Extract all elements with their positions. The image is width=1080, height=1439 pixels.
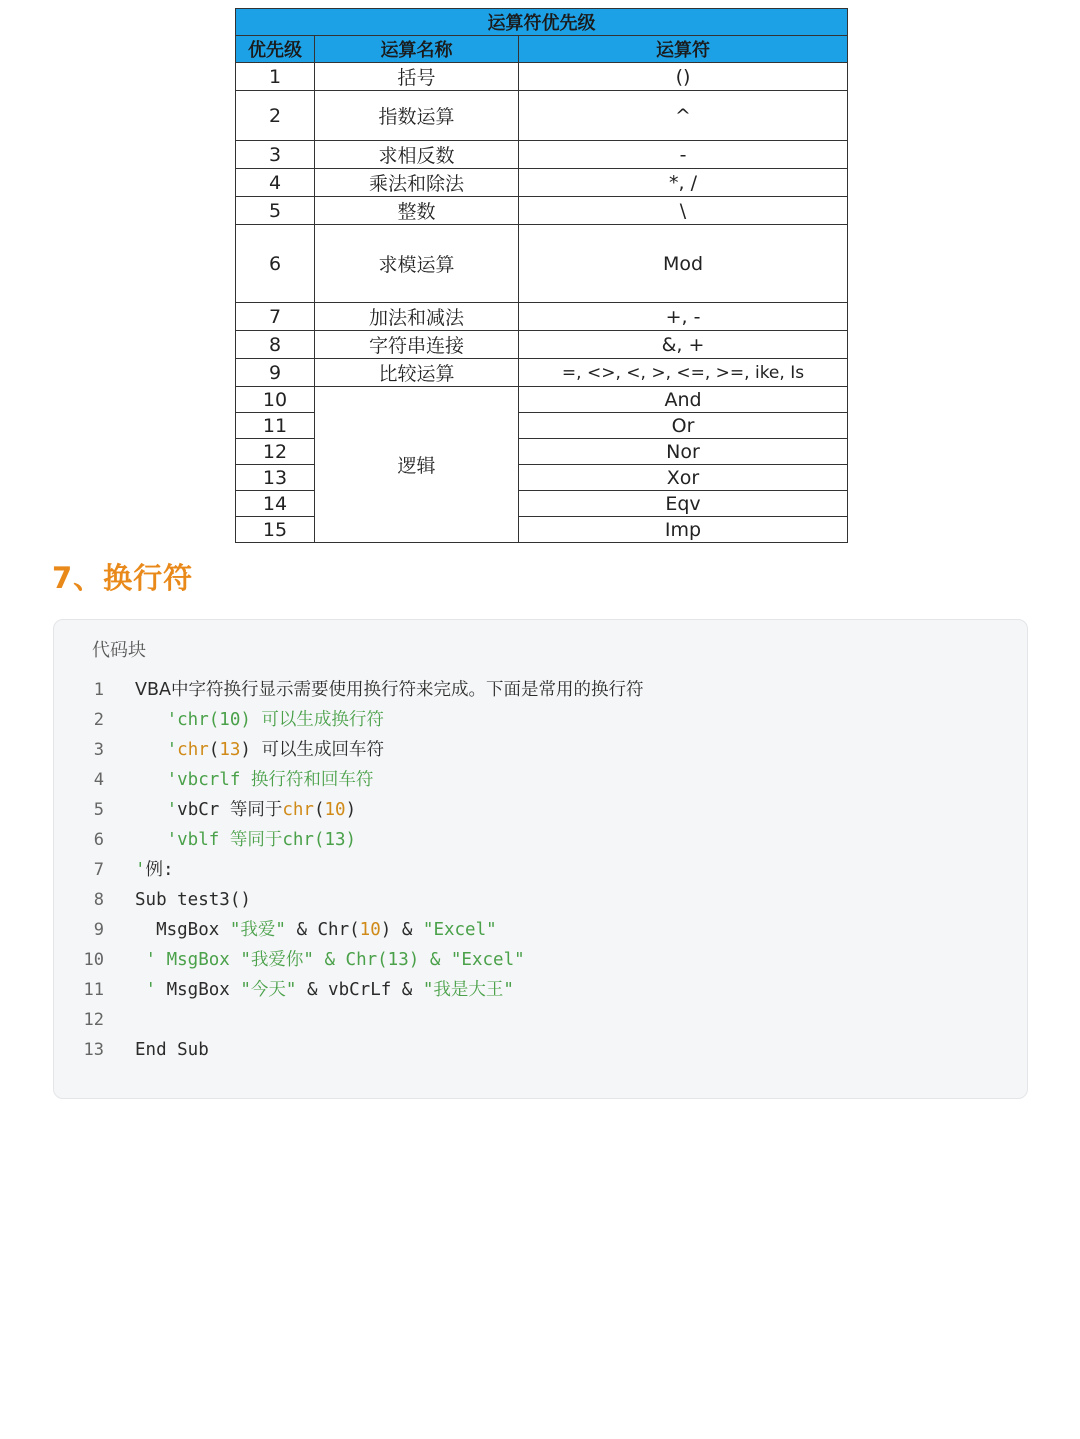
line-code [135,795,356,825]
table-row [236,141,848,169]
table-row [236,169,848,197]
code-line [54,975,1027,1005]
table-row [236,359,848,387]
cell-operator: - [519,141,848,169]
code-token: ' [135,800,178,820]
code-token: 13 [219,740,241,760]
code-token: "我是大王" [422,980,514,1000]
cell-level: 15 [236,517,315,543]
cell-operator: Eqv [519,491,848,517]
line-code [135,915,497,945]
code-token: Sub test3() [135,890,251,910]
cell-operator: \ [519,197,848,225]
table-row [236,303,848,331]
cell-level: 14 [236,491,315,517]
code-token: chr [177,740,209,760]
cell-level: 7 [236,303,315,331]
line-number: 3 [93,740,104,760]
line-code [135,975,514,1005]
cell-operator: Xor [519,465,848,491]
code-token: ) 可以生成回车符 [240,740,384,760]
code-block [53,619,1028,1099]
line-number: 11 [83,980,104,1000]
line-code [135,675,643,705]
cell-operator: +, - [519,303,848,331]
code-line [54,735,1027,765]
table-row [236,225,848,303]
table-row [236,91,848,141]
code-token: ' [135,740,178,760]
cell-level: 9 [236,359,315,387]
section-title: 7、换行符 [52,561,194,595]
line-number: 13 [83,1040,104,1060]
cell-level: 5 [236,197,315,225]
line-code [135,765,373,795]
cell-operator: *, / [519,169,848,197]
code-token: MsgBox [166,980,241,1000]
code-token: ' [135,980,167,1000]
table-row [236,387,848,413]
code-token: "Excel" [422,920,497,940]
line-code [135,1035,209,1065]
code-line [54,675,1027,705]
cell-name: 字符串连接 [315,331,519,359]
line-number: 10 [83,950,104,970]
cell-level: 10 [236,387,315,413]
cell-name: 整数 [315,197,519,225]
cell-level: 4 [236,169,315,197]
cell-operator: Imp [519,517,848,543]
cell-name: 求模运算 [315,225,519,303]
cell-name: 乘法和除法 [315,169,519,197]
code-token: & vbCrLf & [296,980,423,1000]
cell-level: 1 [236,63,315,91]
cell-level: 12 [236,439,315,465]
code-token: ( [313,800,325,820]
line-number: 4 [93,770,104,790]
table-row [236,331,848,359]
cell-operator: () [519,63,848,91]
table-caption: 运算符优先级 [236,9,848,36]
cell-level: 6 [236,225,315,303]
cell-level: 2 [236,91,315,141]
table-row [236,63,848,91]
line-number: 2 [93,710,104,730]
code-line [54,765,1027,795]
code-line [54,1005,1027,1035]
cell-name-logic: 逻辑 [315,387,519,543]
line-number: 6 [93,830,104,850]
header-name: 运算名称 [315,36,519,63]
line-number: 8 [93,890,104,910]
code-token: chr [282,800,314,820]
cell-name: 加法和减法 [315,303,519,331]
cell-name: 指数运算 [315,91,519,141]
cell-operator: Nor [519,439,848,465]
code-token: 'vblf 等同于chr(13) [135,830,357,850]
code-token: ) & [380,920,423,940]
cell-operator: ^ [519,91,848,141]
code-line [54,945,1027,975]
code-token: 10 [359,920,381,940]
code-token: 'vbcrlf 换行符和回车符 [135,770,374,790]
header-operator: 运算符 [519,36,848,63]
operator-precedence-table [235,8,848,543]
cell-operator: =, <>, <, >, <=, >=, ike, Is [519,359,848,387]
cell-level: 11 [236,413,315,439]
code-token: ' MsgBox "我爱你" & Chr(13) & "Excel" [135,950,525,970]
code-line [54,855,1027,885]
code-line [54,1035,1027,1065]
cell-operator: And [519,387,848,413]
code-token: MsgBox [135,920,230,940]
code-token: ( [208,740,220,760]
code-line [54,825,1027,855]
code-line [54,915,1027,945]
line-number: 12 [83,1010,104,1030]
cell-operator: Or [519,413,848,439]
line-number: 5 [93,800,104,820]
line-number: 7 [93,860,104,880]
cell-operator: &, + [519,331,848,359]
code-token: "今天" [240,980,297,1000]
code-token: 'chr(10) 可以生成换行符 [135,710,384,730]
line-code [135,735,384,765]
cell-operator: Mod [519,225,848,303]
cell-level: 8 [236,331,315,359]
line-code [135,705,384,735]
cell-name: 括号 [315,63,519,91]
code-token: & Chr( [285,920,360,940]
cell-level: 3 [236,141,315,169]
line-code [135,855,174,885]
code-token: ' [135,860,146,880]
code-line [54,705,1027,735]
header-level: 优先级 [236,36,315,63]
line-number: 1 [93,680,104,700]
code-token: "我爱" [229,920,286,940]
line-code [135,945,525,975]
code-token: 10 [324,800,346,820]
cell-name: 比较运算 [315,359,519,387]
code-token: VBA中字符换行显示需要使用换行符来完成。下面是常用的换行符 [135,680,644,700]
line-number: 9 [93,920,104,940]
code-block-label: 代码块 [92,640,146,661]
code-token: End Sub [135,1040,209,1060]
code-token: 例: [145,860,174,880]
code-line [54,885,1027,915]
line-code [135,825,356,855]
table-row [236,197,848,225]
cell-name: 求相反数 [315,141,519,169]
line-code [135,885,251,915]
code-line [54,795,1027,825]
code-token: vbCr 等同于 [177,800,283,820]
code-token: ) [345,800,357,820]
cell-level: 13 [236,465,315,491]
